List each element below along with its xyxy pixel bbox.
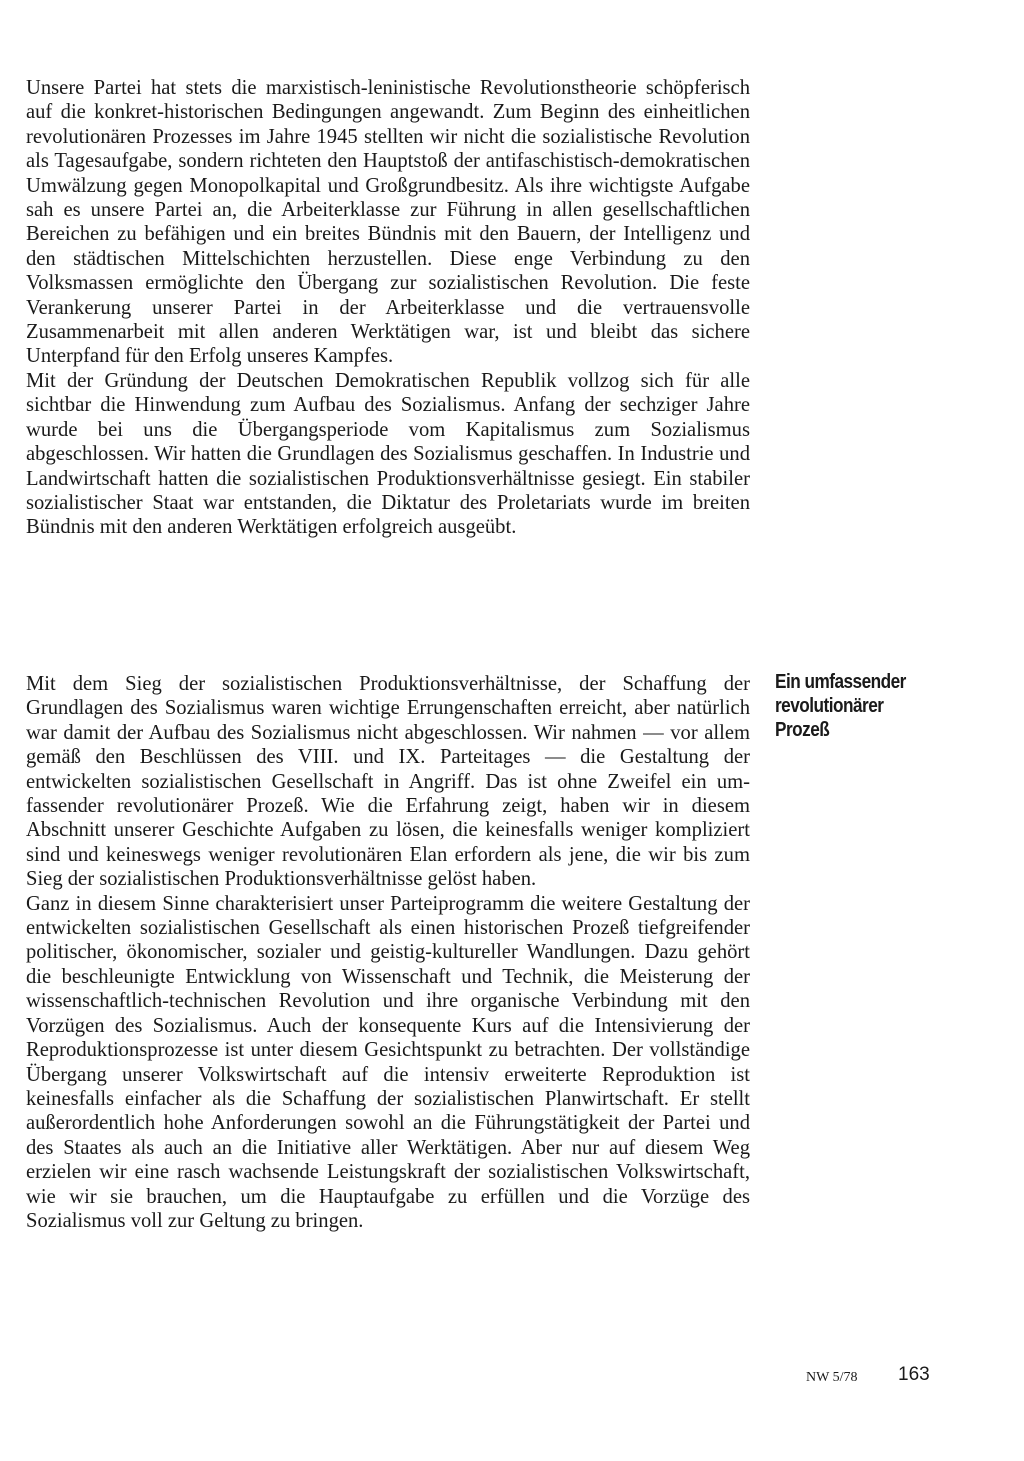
text-block-2: [26, 672, 750, 1233]
margin-heading-line: Prozeß: [775, 719, 830, 741]
page-number: 163: [898, 1364, 930, 1385]
paragraph: Mit dem Sieg der sozialistischen Produktionsverhältnisse, der Schaffung der Grundlagen des Sozialismus waren wichtige Errungenschaften erreicht, aber natürlich war damit der Aufbau des Sozialismus nicht abgeschlossen. Wir nahmen — vor allem gemäß den Beschlüssen des VIII. und IX. Parteitages — die Gestaltung der entwickelten sozialistischen Gesellschaft in Angriff. Das ist ohne Zweifel ein umfassender revolutionärer Prozeß. Wie die Erfahrung zeigt, haben wir in diesem Abschnitt unserer Geschichte Aufgaben zu lösen, die keinesfalls weniger kompliziert sind und keineswegs weniger revolutionären Elan erfordern als jene, die wir bis zum Sieg der sozialistischen Produktionsverhältnisse gelöst haben.: [26, 673, 750, 891]
margin-heading-line: Ein umfassender: [775, 671, 906, 693]
margin-heading-line: revolutionärer: [775, 695, 884, 717]
paragraph: Mit der Gründung der Deutschen Demokratischen Republik vollzog sich für alle sichtbar die Hinwendung zum Aufbau des Sozialismus. Anfang der sechziger Jahre wurde bei uns die Übergangsperiode vom Kapitalismus zum Sozialismus abgeschlossen. Wir hatten die Grundlagen des Sozialismus geschaffen. In Industrie und Landwirtschaft hatten die sozialistischen Produktionsverhältnisse gesiegt. Ein stabiler sozialistischer Staat war entstanden, die Diktatur des Proletariats wurde im breiten Bündnis mit den anderen Werktätigen erfolgreich ausgeübt.: [26, 369, 750, 539]
paragraph: Unsere Partei hat stets die marxistisch-leninistische Revolutionstheorie schöpferisch auf die konkret-historischen Bedingungen angewandt. Zum Beginn des einheitlichen revolutionären Prozesses im Jahre 1945 stellten wir nicht die sozialistische Revolution als Tagesaufgabe, sondern richteten den Hauptstoß der antifaschistisch-demokratischen Umwälzung gegen Monopolkapital und Großgrundbesitz. Als ihre wichtigste Aufgabe sah es unsere Partei an, die Arbeiterklasse zur Führung in allen gesellschaftlichen Bereichen zu befähigen und ein breites Bündnis mit den Bauern, der Intelligenz und den städtischen Mittelschichten herzustellen. Diese enge Verbindung zu den Volksmassen ermöglichte den Übergang zur sozialistischen Revolution. Die feste Verankerung unserer Partei in der Arbeiterklasse und die vertrauensvolle Zusammenarbeit mit allen anderen Werktätigen war, ist und bleibt das sichere Unterpfand für den Erfolg unseres Kampfes.: [26, 77, 750, 368]
paragraph: Ganz in diesem Sinne charakterisiert unser Parteiprogramm die weitere Gestaltung der entwickelten sozialistischen Gesellschaft als einen historischen Prozeß tiefgreifender politischer, ökonomischer, sozialer und geistig-kultureller Wandlungen. Dazu gehört die beschleunigte Entwicklung von Wissenschaft und Technik, die Meisterung der wissenschaftlich-technischen Revolution und ihre organische Verbindung mit den Vorzügen des Sozialismus. Auch der konsequente Kurs auf die Intensivierung der Reproduktionsprozesse ist unter diesem Gesichtspunkt zu betrachten. Der vollständige Übergang unserer Volkswirtschaft auf die intensiv erweiterte Reproduktion ist keinesfalls einfacher als die Schaffung der sozialistischen Planwirtschaft. Er stellt außerordentlich hohe Anforderungen sowohl an die Führungstätigkeit der Partei und des Staates als auch an die Initiative aller Werktätigen. Aber nur auf diesem Weg erzielen wir eine rasch wachsende Leistungskraft der sozialistischen Volkswirtschaft, wie wir sie brauchen, um die Hauptaufgabe zu erfüllen und die Vorzüge des Sozialismus voll zur Geltung zu bringen.: [26, 892, 750, 1232]
margin-heading: [775, 670, 947, 742]
footer-source: NW 5/78: [806, 1370, 858, 1385]
text-block-1: [26, 76, 750, 540]
